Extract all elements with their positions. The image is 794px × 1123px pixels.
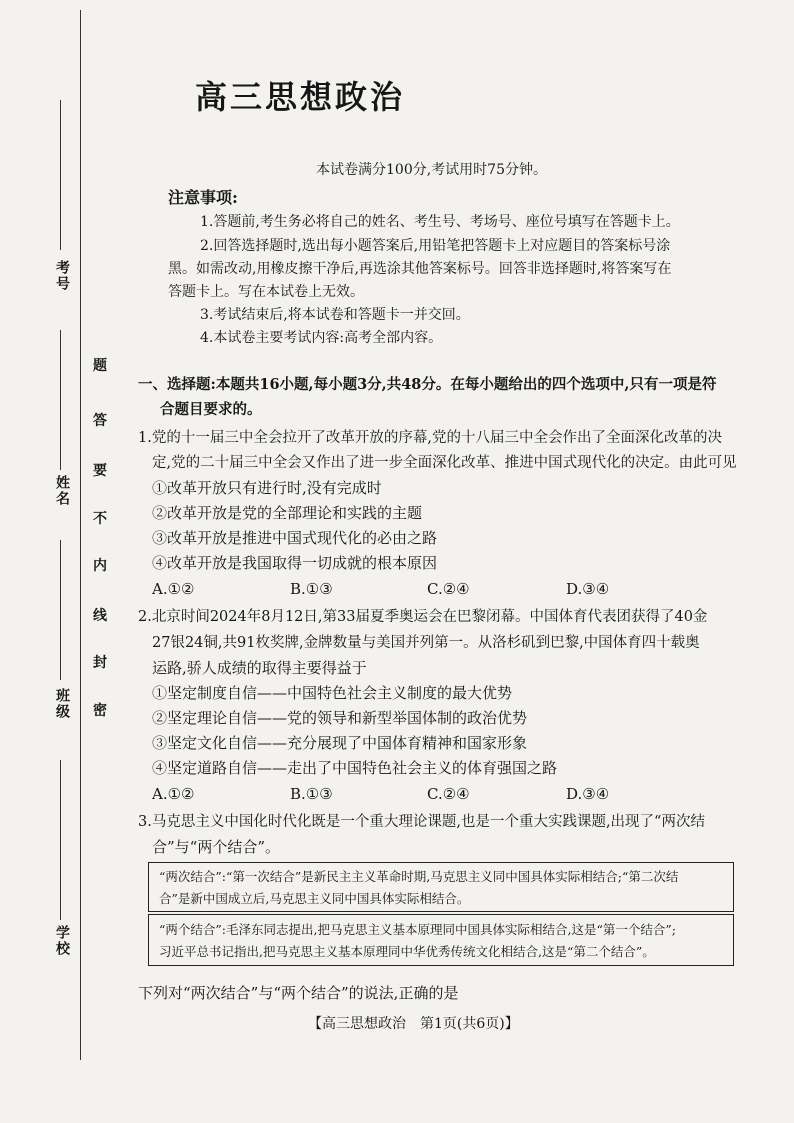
seal-char: 不 [93,511,107,527]
question-stem: 合”与“两个结合”。 [152,838,281,856]
answer-option[interactable]: A.①② [152,785,195,803]
xingming-label: 姓名 [54,475,70,507]
page-title: 高三思想政治 [195,78,406,116]
material-box [148,914,734,966]
seal-char: 封 [93,655,107,671]
kaohao-blank [60,100,61,250]
xuexiao-label: 学校 [54,925,70,957]
question-stem: 运路,骄人成绩的取得主要得益于 [152,659,367,677]
notice-line: 2.回答选择题时,选出每小题答案后,用铅笔把答题卡上对应题目的答案标号涂 [200,238,671,254]
seal-char: 密 [93,703,107,719]
notice-line: 答题卡上。写在本试卷上无效。 [168,284,364,300]
page-footer: 【高三思想政治 第1页(共6页)】 [308,1016,519,1032]
material-text: 合”是新中国成立后,马克思主义同中国具体实际相结合。 [159,891,470,906]
answer-option[interactable]: D.③④ [566,580,610,598]
material-text: 习近平总书记指出,把马克思主义基本原理同中华优秀传统文化相结合,这是“第二个结合”。 [159,944,655,959]
q2-item: ③坚定文化自信——充分展现了中国体育精神和国家形象 [152,734,528,752]
seal-char: 题 [93,358,107,374]
notice-heading: 注意事项: [168,188,238,207]
material-text: “两次结合”:“第一次结合”是新民主主义革命时期,马克思主义同中国具体实际相结合;“第二次结 [159,869,679,884]
q1-item: ②改革开放是党的全部理论和实践的主题 [152,504,423,522]
xuexiao-blank [60,760,61,920]
q2-item: ②坚定理论自信——党的领导和新型举国体制的政治优势 [152,709,528,727]
binding-margin [0,0,128,1123]
notice-line: 4.本试卷主要考试内容:高考全部内容。 [200,330,443,346]
question-stem: 3.马克思主义中国化时代化既是一个重大理论课题,也是一个重大实践课题,出现了“两次结 [138,814,705,830]
question-stem: 定,党的二十届三中全会又作出了进一步全面深化改革、推进中国式现代化的决定。由此可见 [152,455,737,471]
q1-item: ③改革开放是推进中国式现代化的必由之路 [152,529,438,547]
exam-info: 本试卷满分100分,考试用时75分钟。 [316,162,547,178]
section-heading: 合题目要求的。 [160,401,262,418]
seal-char: 要 [93,463,107,479]
material-text: “两个结合”:毛泽东同志提出,把马克思主义基本原理同中国具体实际相结合,这是“第一个结合”; [159,922,676,937]
banji-blank [60,540,61,680]
seal-char: 线 [93,608,107,624]
q2-item: ④坚定道路自信——走出了中国特色社会主义的体育强国之路 [152,759,558,777]
notice-line: 1.答题前,考生务必将自己的姓名、考生号、考场号、座位号填写在答题卡上。 [200,214,680,230]
answer-option[interactable]: B.①③ [290,580,333,598]
answer-option[interactable]: A.①② [152,580,195,598]
question-stem: 27银24铜,共91枚奖牌,金牌数量与美国并列第一。从洛杉矶到巴黎,中国体育四十载奥 [152,635,700,651]
question-stem: 2.北京时间2024年8月12日,第33届夏季奥运会在巴黎闭幕。中国体育代表团获得了40金 [138,609,708,625]
answer-option[interactable]: B.①③ [290,785,333,803]
question-stem: 1.党的十一届三中全会拉开了改革开放的序幕,党的十八届三中全会作出了全面深化改革的决 [138,430,722,446]
seal-char: 内 [93,558,107,574]
seal-line [80,10,81,1060]
q1-item: ①改革开放只有进行时,没有完成时 [152,479,382,497]
section-heading: 一、选择题:本题共16小题,每小题3分,共48分。在每小题给出的四个选项中,只有一项是符 [138,376,717,393]
q2-item: ①坚定制度自信——中国特色社会主义制度的最大优势 [152,684,513,702]
notice-line: 黑。如需改动,用橡皮擦干净后,再选涂其他答案标号。回答非选择题时,将答案写在 [168,261,672,277]
kaohao-label: 考号 [54,260,70,292]
material-box [148,862,734,912]
banji-label: 班级 [54,688,70,720]
question-prompt: 下列对“两次结合”与“两个结合”的说法,正确的是 [138,984,459,1002]
answer-option[interactable]: C.②④ [427,785,470,803]
answer-option[interactable]: C.②④ [427,580,470,598]
seal-char: 答 [93,413,107,429]
notice-line: 3.考试结束后,将本试卷和答题卡一并交回。 [200,307,470,323]
answer-option[interactable]: D.③④ [566,785,610,803]
q1-item: ④改革开放是我国取得一切成就的根本原因 [152,554,438,572]
xingming-blank [60,330,61,470]
